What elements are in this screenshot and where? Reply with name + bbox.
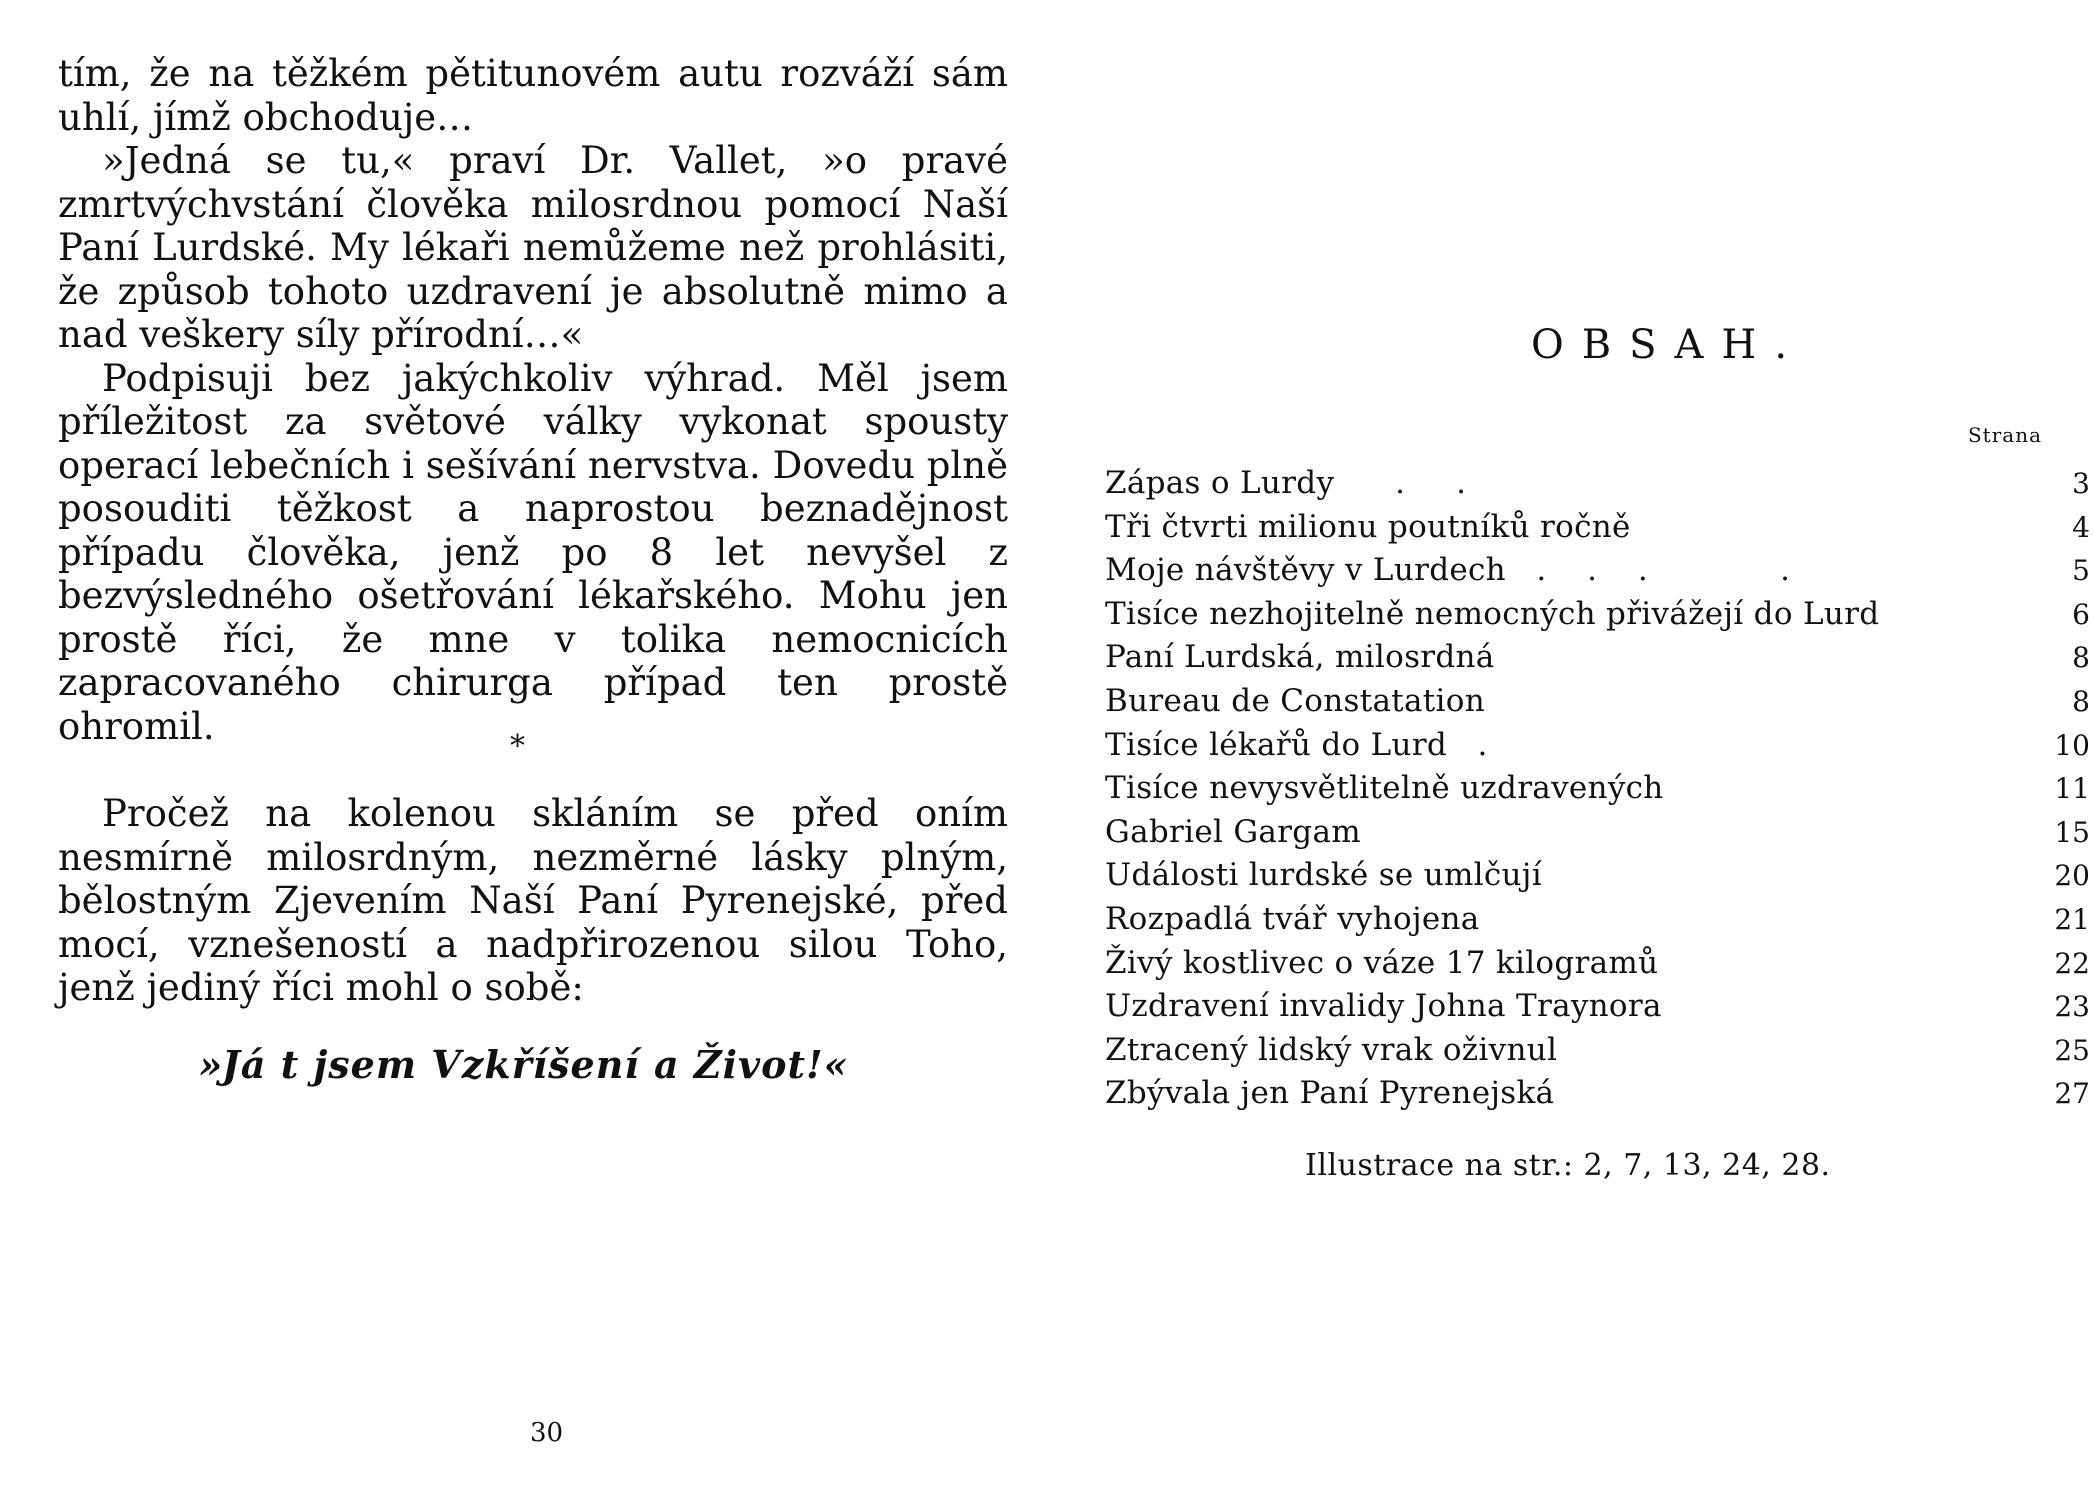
toc-entry-page-number: 21 — [2054, 902, 2090, 936]
toc-entry-page-number: 10 — [2054, 728, 2090, 762]
toc-entry — [1105, 636, 2090, 680]
toc-entry — [1105, 506, 2090, 550]
right-page — [1047, 0, 2094, 1500]
page-number: 30 — [530, 1418, 564, 1448]
section-separator: * — [510, 729, 525, 764]
toc-entry-title: Zbývala jen Paní Pyrenejská — [1105, 1075, 1555, 1112]
toc-entry — [1105, 724, 2090, 768]
toc-entry — [1105, 985, 2090, 1029]
toc-entry — [1105, 593, 2090, 637]
toc-entry-page-number: 5 — [2072, 554, 2090, 588]
toc-entry-title: Gabriel Gargam — [1105, 813, 1361, 850]
toc-entry-title: Zápas o Lurdy . . — [1105, 465, 1467, 501]
toc-entry-page-number: 23 — [2054, 990, 2090, 1024]
illustrations-note: Illustrace na str.: 2, 7, 13, 24, 28. — [1305, 1148, 1831, 1183]
paragraph-closing: Pročež na kolenou skláním se před oním nesmírně milosrdným, nezměrné lásky plným, bělostným Zjevením Naší Paní Pyrenejské, před mocí, vznešeností a nadpřirozenou silou Toho, jenž jediný říci mohl o sobě: — [58, 792, 1008, 1009]
toc-entry-page-number: 27 — [2054, 1077, 2090, 1111]
body-text — [58, 52, 1008, 748]
toc-entry-title: Živý kostlivec o váze 17 kilogramů — [1105, 944, 1659, 981]
toc-entry-title: Uzdravení invalidy Johna Traynora — [1105, 988, 1662, 1025]
toc-entry-title: Ztracený lidský vrak oživnul — [1105, 1031, 1558, 1068]
paragraph-signature: Podpisuji bez jakýchkoliv výhrad. Měl jsem příležitost za světové války vykonat spousty operací lebečních i sešívání nervstva. Dovedu plně posouditi těžkost a naprostou beznadějnost případu člověka, jenž po 8 let nevyšel z bezvýsledného ošetřování lékařského. Mohu jen prostě říci, že mne v tolika nemocnicích zapracovaného chirurga případ ten prostě ohromil. — [58, 356, 1008, 748]
table-of-contents — [1105, 462, 2090, 1116]
toc-entry-page-number: 25 — [2054, 1033, 2090, 1067]
paragraph-quote-vallet: »Jedná se tu,« praví Dr. Vallet, »o pravé zmrtvýchvstání člověka milosrdnou pomocí Naší Paní Lurdské. My lékaři nemůžeme než prohlásiti, že způsob tohoto uzdravení je absolutně mimo a nad veškery síly přírodní…« — [58, 139, 1008, 356]
toc-entry-title: Tři čtvrti milionu poutníků ročně — [1105, 508, 1631, 545]
closing-quote: »Já t jsem Vzkříšení a Život!« — [198, 1042, 849, 1087]
toc-entry — [1105, 680, 2090, 724]
toc-entry-page-number: 8 — [2072, 684, 2090, 718]
toc-entry-page-number: 4 — [2072, 510, 2090, 544]
toc-entry-title: Tisíce nevysvětlitelně uzdravených — [1105, 770, 1664, 807]
paragraph-continuation: tím, že na těžkém pětitunovém autu rozváží sám uhlí, jímž obchoduje… — [58, 52, 1008, 139]
toc-entry-title: Události lurdské se umlčují — [1105, 857, 1542, 894]
toc-entry-page-number: 3 — [2072, 467, 2090, 500]
toc-title: OBSAH. — [1530, 322, 1806, 368]
toc-entry — [1105, 1029, 2090, 1073]
toc-entry-title: Tisíce nezhojitelně nemocných přivážejí do Lurd — [1105, 595, 1880, 632]
toc-entry — [1105, 854, 2090, 898]
toc-entry-title: Moje návštěvy v Lurdech . . . . — [1105, 552, 1791, 589]
toc-entry-title: Paní Lurdská, milosrdná — [1105, 639, 1495, 676]
toc-entry-page-number: 11 — [2054, 772, 2090, 806]
toc-entry-page-number: 6 — [2072, 597, 2090, 631]
toc-entry-page-number: 15 — [2054, 815, 2090, 849]
toc-entry — [1105, 462, 2090, 506]
toc-entry-page-number: 8 — [2072, 641, 2090, 675]
toc-entry — [1105, 942, 2090, 986]
toc-entry — [1105, 767, 2090, 811]
toc-page-column-header: Strana — [1967, 423, 2042, 447]
toc-entry-page-number: 20 — [2054, 859, 2090, 893]
toc-entry — [1105, 811, 2090, 855]
toc-entry — [1105, 549, 2090, 593]
toc-entry-page-number: 22 — [2054, 946, 2090, 980]
toc-entry — [1105, 898, 2090, 942]
toc-entry-title: Bureau de Constatation — [1105, 682, 1485, 719]
toc-entry — [1105, 1072, 2090, 1116]
toc-entry-title: Rozpadlá tvář vyhojena — [1105, 900, 1480, 937]
toc-entry-title: Tisíce lékařů do Lurd . — [1105, 726, 1488, 763]
